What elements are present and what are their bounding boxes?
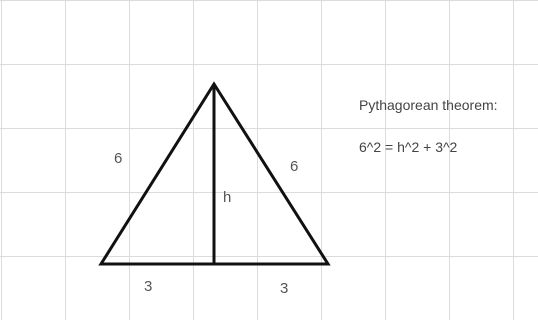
right-side-label: 6 — [290, 158, 299, 175]
theorem-equation: 6^2 = h^2 + 3^2 — [359, 139, 458, 155]
base-left-label: 3 — [144, 278, 153, 295]
base-right-label: 3 — [280, 280, 289, 297]
height-label: h — [223, 189, 232, 206]
left-side-label: 6 — [114, 150, 123, 167]
theorem-title: Pythagorean theorem: — [359, 97, 498, 113]
